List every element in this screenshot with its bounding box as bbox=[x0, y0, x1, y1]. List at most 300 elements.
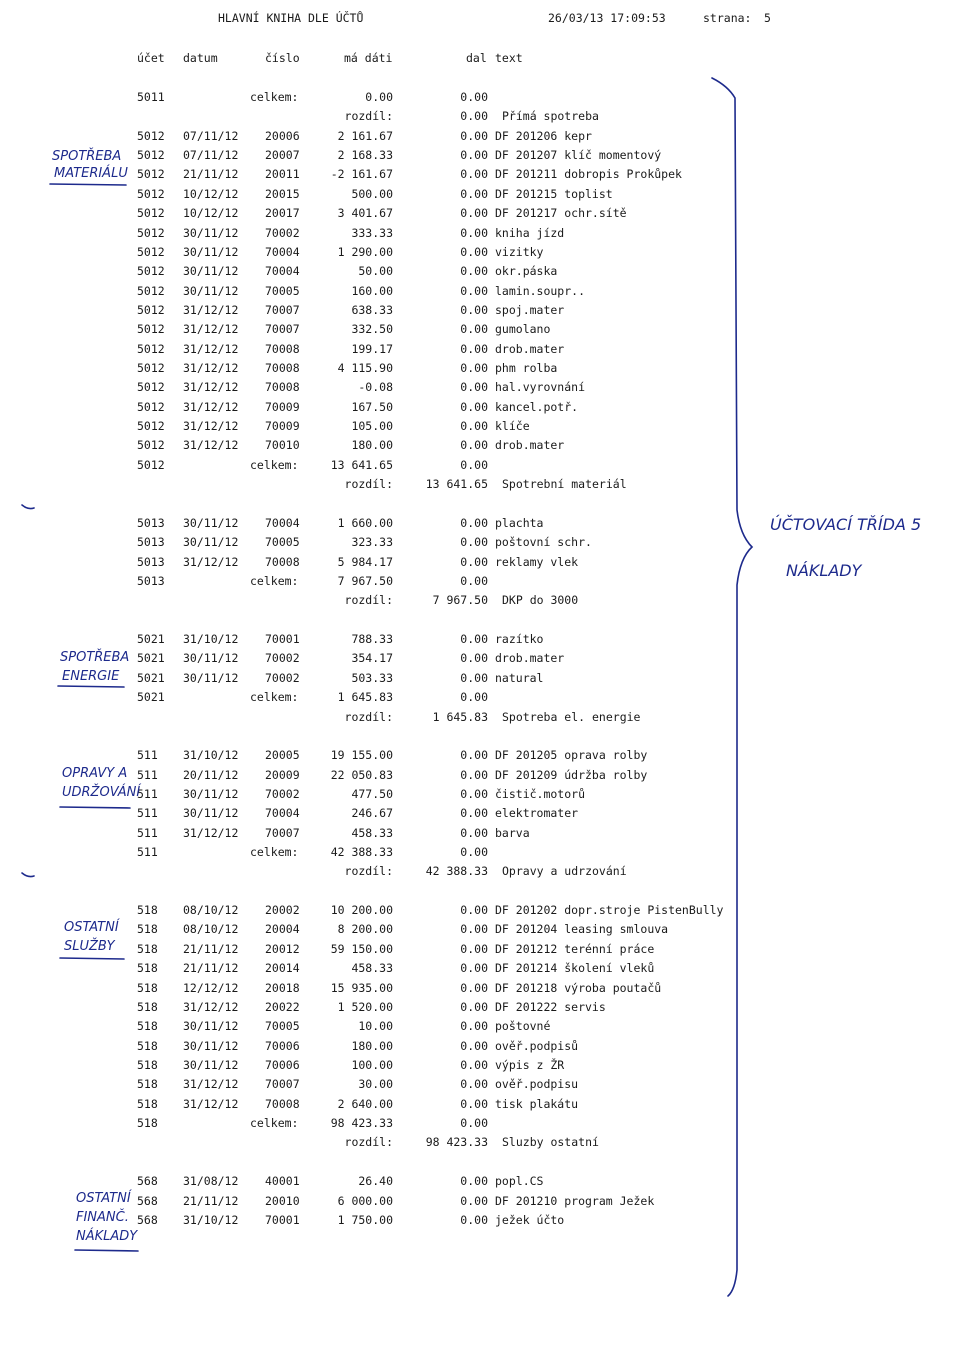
cell-ucet: 5012 bbox=[137, 322, 165, 336]
hw-spotreba-energie-2: ENERGIE bbox=[62, 669, 120, 684]
cell-text: DF 201204 leasing smlouva bbox=[495, 922, 669, 936]
cell-ucet: 5012 bbox=[137, 148, 165, 162]
cell-dal: 0.00 bbox=[460, 264, 488, 278]
cell-ucet: 518 bbox=[137, 942, 158, 956]
cell-cislo: celkem: bbox=[250, 458, 299, 472]
cell-cislo: 70008 bbox=[265, 342, 300, 356]
cell-ucet: 518 bbox=[137, 1116, 158, 1130]
cell-datum: 31/12/12 bbox=[183, 438, 239, 452]
cell-ucet: 5012 bbox=[137, 206, 165, 220]
cell-datum: 08/10/12 bbox=[183, 922, 239, 936]
cell-dal: 0.00 bbox=[460, 651, 488, 665]
cell-cislo: 20005 bbox=[265, 748, 300, 762]
cell-cislo: 20004 bbox=[265, 922, 300, 936]
cell-cislo: 70004 bbox=[265, 806, 300, 820]
cell-datum: 31/12/12 bbox=[183, 380, 239, 394]
cell-text: ověř.podpisů bbox=[495, 1039, 579, 1053]
cell-ma-dati: 167.50 bbox=[351, 400, 393, 414]
cell-datum: 07/11/12 bbox=[183, 148, 239, 162]
cell-datum: 12/12/12 bbox=[183, 981, 239, 995]
cell-dal: 0.00 bbox=[460, 768, 488, 782]
cell-cislo: 70010 bbox=[265, 438, 300, 452]
cell-ucet: 5013 bbox=[137, 535, 165, 549]
cell-cislo: celkem: bbox=[250, 1116, 299, 1130]
cell-dal: 98 423.33 bbox=[425, 1135, 488, 1149]
cell-ma-dati: 10 200.00 bbox=[330, 903, 393, 917]
cell-dal: 0.00 bbox=[460, 574, 488, 588]
cell-dal: 0.00 bbox=[460, 1077, 488, 1091]
cell-dal: 0.00 bbox=[460, 245, 488, 259]
cell-ucet: 5013 bbox=[137, 574, 165, 588]
cell-ucet: 518 bbox=[137, 903, 158, 917]
cell-text: phm rolba bbox=[495, 361, 558, 375]
cell-cislo: 70007 bbox=[265, 826, 300, 840]
cell-datum: 31/12/12 bbox=[183, 555, 239, 569]
cell-ma-dati: 100.00 bbox=[351, 1058, 393, 1072]
cell-ma-dati: 2 640.00 bbox=[337, 1097, 393, 1111]
cell-ucet: 511 bbox=[137, 748, 158, 762]
hw-spotreba-materialu-1: SPOTŘEBA bbox=[52, 149, 122, 164]
cell-text: DF 201222 servis bbox=[495, 1000, 606, 1014]
cell-datum: 30/11/12 bbox=[183, 1019, 239, 1033]
cell-text: Sluzby ostatní bbox=[502, 1135, 599, 1149]
cell-ma-dati: rozdíl: bbox=[344, 593, 393, 607]
cell-dal: 0.00 bbox=[460, 1213, 488, 1227]
cell-text: tisk plakátu bbox=[495, 1097, 579, 1111]
cell-ma-dati: 15 935.00 bbox=[330, 981, 393, 995]
cell-ucet: 5012 bbox=[137, 167, 165, 181]
cell-text: ověř.podpisu bbox=[495, 1077, 579, 1091]
cell-ma-dati: 59 150.00 bbox=[330, 942, 393, 956]
cell-dal: 0.00 bbox=[460, 903, 488, 917]
cell-text: DF 201214 školení vleků bbox=[495, 961, 655, 975]
cell-ucet: 568 bbox=[137, 1194, 158, 1208]
cell-dal: 0.00 bbox=[460, 458, 488, 472]
underline-sluzby bbox=[60, 958, 124, 959]
cell-text: DF 201211 dobropis Prokůpek bbox=[495, 167, 682, 181]
cell-cislo: 20006 bbox=[265, 129, 300, 143]
cell-dal: 0.00 bbox=[460, 90, 488, 104]
underline-material bbox=[50, 184, 126, 185]
cell-dal: 0.00 bbox=[460, 1194, 488, 1208]
cell-text: Přímá spotreba bbox=[502, 109, 599, 123]
cell-ucet: 5012 bbox=[137, 284, 165, 298]
cell-text: gumolano bbox=[495, 322, 551, 336]
cell-ma-dati: -0.08 bbox=[358, 380, 393, 394]
cell-cislo: 20015 bbox=[265, 187, 300, 201]
cell-datum: 31/08/12 bbox=[183, 1174, 239, 1188]
cell-ucet: 5021 bbox=[137, 651, 165, 665]
cell-cislo: 70002 bbox=[265, 787, 300, 801]
cell-text: spoj.mater bbox=[495, 303, 565, 317]
cell-datum: 30/11/12 bbox=[183, 535, 239, 549]
cell-ma-dati: -2 161.67 bbox=[330, 167, 393, 181]
cell-datum: 31/12/12 bbox=[183, 303, 239, 317]
cell-cislo: 70004 bbox=[265, 264, 300, 278]
cell-dal: 0.00 bbox=[460, 380, 488, 394]
cell-ma-dati: 42 388.33 bbox=[330, 845, 393, 859]
col-header-text: text bbox=[495, 51, 523, 65]
report-title: HLAVNÍ KNIHA DLE ÚČTŮ bbox=[218, 11, 364, 25]
cell-datum: 31/12/12 bbox=[183, 419, 239, 433]
cell-ucet: 518 bbox=[137, 922, 158, 936]
cell-text: DF 201202 dopr.stroje PistenBully bbox=[495, 903, 724, 917]
cell-ma-dati: 1 520.00 bbox=[337, 1000, 393, 1014]
cell-ucet: 5021 bbox=[137, 632, 165, 646]
cell-text: lamin.soupr.. bbox=[495, 284, 586, 298]
cell-ucet: 518 bbox=[137, 1058, 158, 1072]
cell-dal: 0.00 bbox=[460, 632, 488, 646]
col-header-cislo: číslo bbox=[265, 51, 300, 65]
cell-datum: 21/11/12 bbox=[183, 961, 239, 975]
cell-cislo: 20007 bbox=[265, 148, 300, 162]
cell-dal: 7 967.50 bbox=[432, 593, 488, 607]
cell-ma-dati: 7 967.50 bbox=[337, 574, 393, 588]
cell-dal: 0.00 bbox=[460, 226, 488, 240]
cell-datum: 31/12/12 bbox=[183, 1077, 239, 1091]
cell-dal: 0.00 bbox=[460, 961, 488, 975]
col-header-ma-dati: má dáti bbox=[344, 51, 393, 65]
report-datetime: 26/03/13 17:09:53 bbox=[548, 11, 666, 25]
cell-ucet: 5012 bbox=[137, 129, 165, 143]
page-label: strana: bbox=[703, 11, 752, 25]
cell-datum: 21/11/12 bbox=[183, 1194, 239, 1208]
cell-cislo: celkem: bbox=[250, 574, 299, 588]
cell-datum: 31/12/12 bbox=[183, 400, 239, 414]
cell-cislo: celkem: bbox=[250, 90, 299, 104]
hw-opravy-2: UDRŽOVÁNÍ bbox=[62, 785, 141, 800]
cell-cislo: 70004 bbox=[265, 245, 300, 259]
cell-ucet: 568 bbox=[137, 1213, 158, 1227]
cell-ma-dati: 5 984.17 bbox=[337, 555, 393, 569]
cell-dal: 0.00 bbox=[460, 787, 488, 801]
cell-datum: 31/10/12 bbox=[183, 632, 239, 646]
cell-cislo: 70007 bbox=[265, 1077, 300, 1091]
cell-datum: 30/11/12 bbox=[183, 651, 239, 665]
cell-dal: 0.00 bbox=[460, 748, 488, 762]
cell-dal: 1 645.83 bbox=[432, 710, 488, 724]
cell-text: poštovné bbox=[495, 1019, 551, 1033]
cell-ucet: 511 bbox=[137, 826, 158, 840]
cell-text: popl.CS bbox=[495, 1174, 544, 1188]
cell-datum: 30/11/12 bbox=[183, 1039, 239, 1053]
col-header-datum: datum bbox=[183, 51, 218, 65]
cell-ma-dati: 638.33 bbox=[351, 303, 393, 317]
cell-text: reklamy vlek bbox=[495, 555, 579, 569]
cell-cislo: 70001 bbox=[265, 632, 300, 646]
cell-text: klíče bbox=[495, 419, 530, 433]
cell-ma-dati: 8 200.00 bbox=[337, 922, 393, 936]
cell-dal: 0.00 bbox=[460, 284, 488, 298]
cell-cislo: 70005 bbox=[265, 284, 300, 298]
cell-dal: 0.00 bbox=[460, 1019, 488, 1033]
cell-text: plachta bbox=[495, 516, 544, 530]
cell-ucet: 518 bbox=[137, 981, 158, 995]
cell-cislo: 20011 bbox=[265, 167, 300, 181]
cell-cislo: 70009 bbox=[265, 400, 300, 414]
cell-datum: 31/12/12 bbox=[183, 322, 239, 336]
cell-cislo: 70009 bbox=[265, 419, 300, 433]
underline-financni bbox=[75, 1250, 138, 1251]
underline-energie bbox=[58, 686, 124, 687]
cell-ma-dati: 10.00 bbox=[358, 1019, 393, 1033]
cell-dal: 0.00 bbox=[460, 322, 488, 336]
cell-ma-dati: 0.00 bbox=[365, 90, 393, 104]
cell-text: hal.vyrovnání bbox=[495, 380, 586, 394]
cell-ma-dati: 2 168.33 bbox=[337, 148, 393, 162]
cell-ma-dati: 4 115.90 bbox=[337, 361, 393, 375]
cell-ma-dati: 503.33 bbox=[351, 671, 393, 685]
cell-cislo: 70006 bbox=[265, 1039, 300, 1053]
cell-datum: 07/11/12 bbox=[183, 129, 239, 143]
cell-cislo: 70008 bbox=[265, 1097, 300, 1111]
cell-datum: 31/10/12 bbox=[183, 748, 239, 762]
cell-ma-dati: 1 645.83 bbox=[337, 690, 393, 704]
cell-dal: 0.00 bbox=[460, 206, 488, 220]
cell-cislo: 20017 bbox=[265, 206, 300, 220]
cell-text: DF 201207 klíč momentový bbox=[495, 148, 662, 162]
cell-ucet: 5012 bbox=[137, 187, 165, 201]
cell-datum: 21/11/12 bbox=[183, 167, 239, 181]
cell-ma-dati: rozdíl: bbox=[344, 109, 393, 123]
cell-text: DF 201209 údržba rolby bbox=[495, 768, 648, 782]
cell-text: DF 201205 oprava rolby bbox=[495, 748, 648, 762]
cell-ucet: 5012 bbox=[137, 419, 165, 433]
cell-ma-dati: 788.33 bbox=[351, 632, 393, 646]
cell-cislo: 70002 bbox=[265, 226, 300, 240]
cell-ucet: 5012 bbox=[137, 361, 165, 375]
cell-ucet: 5012 bbox=[137, 400, 165, 414]
cell-dal: 0.00 bbox=[460, 1097, 488, 1111]
hw-ostatni-sluzby-2: SLUŽBY bbox=[64, 939, 115, 954]
cell-ma-dati: rozdíl: bbox=[344, 477, 393, 491]
cell-text: čistič.motorů bbox=[495, 787, 586, 801]
cell-text: Spotrební materiál bbox=[502, 477, 627, 491]
cell-ucet: 518 bbox=[137, 1019, 158, 1033]
cell-datum: 30/11/12 bbox=[183, 245, 239, 259]
cell-text: natural bbox=[495, 671, 544, 685]
col-header-dal: dal bbox=[466, 51, 487, 65]
cell-cislo: 70008 bbox=[265, 380, 300, 394]
cell-ma-dati: rozdíl: bbox=[344, 864, 393, 878]
cell-ucet: 518 bbox=[137, 1039, 158, 1053]
cell-text: DF 201218 výroba poutačů bbox=[495, 981, 662, 995]
cell-ma-dati: 333.33 bbox=[351, 226, 393, 240]
cell-ma-dati: 1 660.00 bbox=[337, 516, 393, 530]
cell-ma-dati: 2 161.67 bbox=[337, 129, 393, 143]
cell-text: DF 201215 toplist bbox=[495, 187, 613, 201]
cell-ucet: 5013 bbox=[137, 516, 165, 530]
cell-ma-dati: 180.00 bbox=[351, 438, 393, 452]
cell-text: DF 201210 program Ježek bbox=[495, 1194, 655, 1208]
cell-ucet: 511 bbox=[137, 787, 158, 801]
cell-ucet: 511 bbox=[137, 806, 158, 820]
cell-dal: 0.00 bbox=[460, 303, 488, 317]
hw-opravy-1: OPRAVY A bbox=[62, 766, 128, 781]
cell-datum: 30/11/12 bbox=[183, 787, 239, 801]
cell-cislo: 20014 bbox=[265, 961, 300, 975]
cell-ucet: 5012 bbox=[137, 458, 165, 472]
cell-dal: 0.00 bbox=[460, 922, 488, 936]
cell-ma-dati: 105.00 bbox=[351, 419, 393, 433]
cell-text: kancel.potř. bbox=[495, 400, 579, 414]
cell-ma-dati: 19 155.00 bbox=[330, 748, 393, 762]
hw-ostatni-sluzby-1: OSTATNÍ bbox=[64, 920, 119, 935]
cell-datum: 31/12/12 bbox=[183, 826, 239, 840]
cell-ucet: 518 bbox=[137, 1077, 158, 1091]
cell-cislo: 70005 bbox=[265, 535, 300, 549]
cell-dal: 0.00 bbox=[460, 187, 488, 201]
cell-text: DF 201206 kepr bbox=[495, 129, 592, 143]
cell-cislo: 70002 bbox=[265, 651, 300, 665]
cell-text: Opravy a udrzování bbox=[502, 864, 627, 878]
cell-dal: 0.00 bbox=[460, 845, 488, 859]
hw-spotreba-energie-1: SPOTŘEBA bbox=[60, 650, 130, 665]
cell-ma-dati: 160.00 bbox=[351, 284, 393, 298]
cell-datum: 21/11/12 bbox=[183, 942, 239, 956]
cell-ma-dati: 1 750.00 bbox=[337, 1213, 393, 1227]
cell-cislo: 20022 bbox=[265, 1000, 300, 1014]
cell-ma-dati: 26.40 bbox=[358, 1174, 393, 1188]
cell-datum: 08/10/12 bbox=[183, 903, 239, 917]
cell-cislo: 70006 bbox=[265, 1058, 300, 1072]
cell-dal: 0.00 bbox=[460, 419, 488, 433]
cell-text: DF 201212 terénní práce bbox=[495, 942, 655, 956]
hw-spotreba-materialu-2: MATERIÁLU bbox=[54, 166, 128, 181]
cell-datum: 30/11/12 bbox=[183, 226, 239, 240]
cell-datum: 10/12/12 bbox=[183, 206, 239, 220]
cell-ma-dati: 3 401.67 bbox=[337, 206, 393, 220]
cell-ucet: 5021 bbox=[137, 690, 165, 704]
cell-text: ježek účto bbox=[495, 1213, 565, 1227]
cell-dal: 0.00 bbox=[460, 109, 488, 123]
tick-mark-2 bbox=[22, 873, 34, 877]
cell-dal: 0.00 bbox=[460, 1039, 488, 1053]
cell-datum: 30/11/12 bbox=[183, 671, 239, 685]
cell-dal: 0.00 bbox=[460, 1174, 488, 1188]
cell-dal: 0.00 bbox=[460, 981, 488, 995]
cell-datum: 30/11/12 bbox=[183, 516, 239, 530]
cell-datum: 31/12/12 bbox=[183, 361, 239, 375]
cell-text: výpis z ŽR bbox=[495, 1058, 565, 1072]
cell-text: DKP do 3000 bbox=[502, 593, 579, 607]
cell-ma-dati: 332.50 bbox=[351, 322, 393, 336]
page-number: 5 bbox=[764, 11, 771, 25]
cell-ma-dati: 246.67 bbox=[351, 806, 393, 820]
cell-dal: 0.00 bbox=[460, 806, 488, 820]
cell-ma-dati: 22 050.83 bbox=[330, 768, 393, 782]
cell-text: elektromater bbox=[495, 806, 579, 820]
cell-dal: 0.00 bbox=[460, 535, 488, 549]
cell-datum: 30/11/12 bbox=[183, 1058, 239, 1072]
cell-dal: 0.00 bbox=[460, 129, 488, 143]
hw-financni-3: NÁKLADY bbox=[76, 1229, 138, 1244]
cell-datum: 31/10/12 bbox=[183, 1213, 239, 1227]
cell-text: vizitky bbox=[495, 245, 544, 259]
tick-mark-1 bbox=[22, 505, 34, 509]
cell-dal: 0.00 bbox=[460, 1058, 488, 1072]
cell-datum: 10/12/12 bbox=[183, 187, 239, 201]
cell-dal: 0.00 bbox=[460, 167, 488, 181]
cell-dal: 13 641.65 bbox=[425, 477, 488, 491]
cell-ucet: 5012 bbox=[137, 303, 165, 317]
cell-ma-dati: 323.33 bbox=[351, 535, 393, 549]
brace bbox=[712, 78, 752, 1296]
cell-text: drob.mater bbox=[495, 342, 565, 356]
cell-text: razítko bbox=[495, 632, 544, 646]
cell-text: poštovní schr. bbox=[495, 535, 592, 549]
cell-ma-dati: 458.33 bbox=[351, 826, 393, 840]
hw-financni-2: FINANČ. bbox=[76, 1210, 129, 1225]
hw-side-note-1: ÚČTOVACÍ TŘÍDA 5 bbox=[770, 515, 922, 534]
cell-ucet: 5012 bbox=[137, 380, 165, 394]
cell-dal: 0.00 bbox=[460, 1000, 488, 1014]
cell-cislo: 70008 bbox=[265, 361, 300, 375]
cell-ucet: 5012 bbox=[137, 438, 165, 452]
cell-ucet: 5012 bbox=[137, 342, 165, 356]
cell-ucet: 511 bbox=[137, 845, 158, 859]
cell-cislo: 20012 bbox=[265, 942, 300, 956]
cell-dal: 0.00 bbox=[460, 148, 488, 162]
cell-dal: 0.00 bbox=[460, 400, 488, 414]
cell-ma-dati: 98 423.33 bbox=[330, 1116, 393, 1130]
cell-ucet: 568 bbox=[137, 1174, 158, 1188]
cell-cislo: 20002 bbox=[265, 903, 300, 917]
cell-cislo: 70001 bbox=[265, 1213, 300, 1227]
cell-cislo: celkem: bbox=[250, 845, 299, 859]
cell-cislo: 70005 bbox=[265, 1019, 300, 1033]
cell-ma-dati: rozdíl: bbox=[344, 1135, 393, 1149]
cell-ucet: 518 bbox=[137, 1097, 158, 1111]
cell-ma-dati: 199.17 bbox=[351, 342, 393, 356]
cell-cislo: 20009 bbox=[265, 768, 300, 782]
cell-cislo: 70004 bbox=[265, 516, 300, 530]
cell-ucet: 5013 bbox=[137, 555, 165, 569]
cell-dal: 0.00 bbox=[460, 438, 488, 452]
cell-ma-dati: rozdíl: bbox=[344, 710, 393, 724]
cell-datum: 30/11/12 bbox=[183, 806, 239, 820]
cell-ma-dati: 477.50 bbox=[351, 787, 393, 801]
cell-text: drob.mater bbox=[495, 438, 565, 452]
cell-dal: 0.00 bbox=[460, 690, 488, 704]
cell-cislo: celkem: bbox=[250, 690, 299, 704]
cell-dal: 0.00 bbox=[460, 671, 488, 685]
cell-ma-dati: 13 641.65 bbox=[330, 458, 393, 472]
cell-cislo: 20010 bbox=[265, 1194, 300, 1208]
cell-ucet: 511 bbox=[137, 768, 158, 782]
cell-ma-dati: 458.33 bbox=[351, 961, 393, 975]
cell-ma-dati: 30.00 bbox=[358, 1077, 393, 1091]
cell-datum: 31/12/12 bbox=[183, 1097, 239, 1111]
cell-datum: 30/11/12 bbox=[183, 264, 239, 278]
hw-side-note-2: NÁKLADY bbox=[786, 561, 862, 580]
col-header-ucet: účet bbox=[137, 51, 165, 65]
cell-dal: 0.00 bbox=[460, 555, 488, 569]
cell-dal: 0.00 bbox=[460, 826, 488, 840]
cell-ma-dati: 50.00 bbox=[358, 264, 393, 278]
cell-ucet: 5012 bbox=[137, 226, 165, 240]
cell-ma-dati: 500.00 bbox=[351, 187, 393, 201]
cell-ma-dati: 1 290.00 bbox=[337, 245, 393, 259]
cell-ma-dati: 180.00 bbox=[351, 1039, 393, 1053]
cell-ucet: 5011 bbox=[137, 90, 165, 104]
cell-cislo: 70002 bbox=[265, 671, 300, 685]
hw-financni-1: OSTATNÍ bbox=[76, 1191, 131, 1206]
cell-datum: 31/12/12 bbox=[183, 1000, 239, 1014]
cell-text: drob.mater bbox=[495, 651, 565, 665]
cell-datum: 31/12/12 bbox=[183, 342, 239, 356]
underline-opravy bbox=[60, 807, 130, 808]
